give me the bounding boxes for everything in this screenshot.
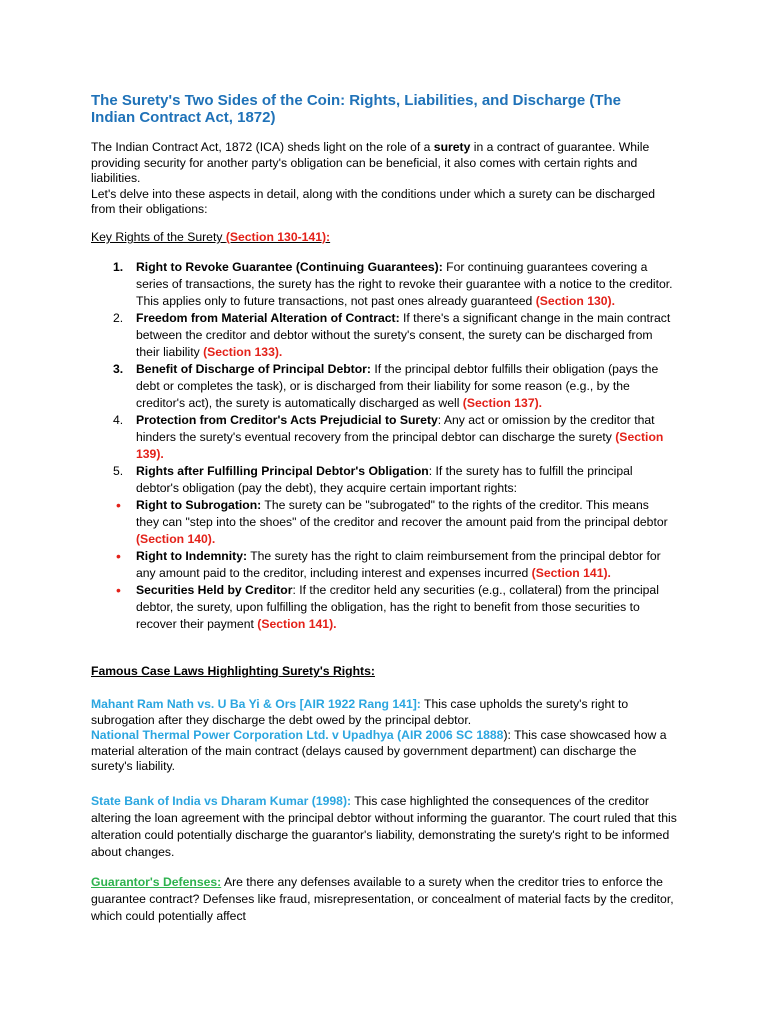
- rights-list: [113, 259, 673, 633]
- section-reference: (Section 133).: [203, 345, 283, 359]
- case-laws-heading: Famous Case Laws Highlighting Surety's Rights:: [91, 664, 375, 678]
- case-paragraph-2: [91, 793, 681, 861]
- rights-heading-section: (Section 130-141):: [225, 230, 331, 244]
- section-reference: (Section 140).: [136, 532, 216, 546]
- section-reference: (Section 141).: [257, 617, 337, 631]
- case-name-ntpc: National Thermal Power Corporation Ltd. v Upadhya (AIR 2006 SC 1888: [91, 728, 504, 742]
- section-reference: (Section 130).: [535, 294, 615, 308]
- right-description: : Any act or omission by the creditor that hinders the surety's eventual recovery from the principal debtor can discharge the surety: [136, 413, 655, 444]
- right-description: : If the creditor held any securities (e.g., collateral) from the principal debtor, the surety, upon fulfilling the obligation, has the right to benefit from those securities to recover their payment: [136, 583, 659, 631]
- intro-second-line: Let's delve into these aspects in detail, along with the conditions under which a surety can be discharged from their obligations:: [91, 186, 655, 216]
- right-description: If the principal debtor fulfills their obligation (pays the debt or completes the task), or is discharged from their liability for some reason (e.g., by the creditor's act), the surety is automatically discharged as well: [136, 362, 659, 410]
- bullet-marker: •: [116, 548, 121, 564]
- intro-paragraph: [91, 140, 681, 218]
- defenses-text: Are there any defenses available to a surety when the creditor tries to enforce the guarantee contract? Defenses like fraud, misrepresentation, or concealment of material facts by the creditor, which could potentially affect: [91, 875, 674, 923]
- case-name-sbi: State Bank of India vs Dharam Kumar (1998):: [91, 794, 352, 808]
- list-number: 1.: [113, 260, 124, 274]
- intro-text-cont: in a contract of guarantee. While providing security for another party's obligation can be beneficial, it also comes with certain rights and liabilities.: [91, 140, 650, 185]
- bullet-marker: •: [116, 582, 121, 598]
- rights-list-item: [113, 361, 673, 412]
- bullet-marker: •: [116, 497, 121, 513]
- rights-list-item: [113, 497, 673, 548]
- right-title: Securities Held by Creditor: [136, 583, 293, 597]
- case-text-mahant: This case upholds the surety's right to subrogation after they discharge the debt owed by the principal debtor.: [91, 697, 629, 727]
- right-title: Right to Indemnity:: [136, 549, 248, 563]
- intro-text: The Indian Contract Act, 1872 (ICA) sheds light on the role of a: [91, 140, 434, 154]
- case-text-ntpc: ): This case showcased how a material alteration of the main contract (delays caused by government department) can discharge the surety's liability.: [91, 728, 667, 773]
- list-number: 2.: [113, 311, 124, 325]
- right-title: Right to Subrogation:: [136, 498, 262, 512]
- case-paragraph-1: [91, 697, 681, 775]
- right-title: Protection from Creditor's Acts Prejudicial to Surety: [136, 413, 438, 427]
- section-reference: (Section 137).: [462, 396, 543, 410]
- right-description: If there's a significant change in the main contract between the creditor and debtor without the surety's consent, the surety can be discharged from their liability: [136, 311, 671, 359]
- right-description: The surety has the right to claim reimbursement from the principal debtor for any amount paid to the creditor, including interest and expenses incurred: [136, 549, 661, 580]
- rights-list-item: [113, 310, 673, 361]
- rights-list-item: [113, 582, 673, 633]
- rights-heading: [91, 230, 681, 246]
- rights-list-item: [113, 412, 673, 463]
- document-title: The Surety's Two Sides of the Coin: Rights, Liabilities, and Discharge (The Indian Contract Act, 1872): [91, 92, 622, 126]
- list-number: 5.: [113, 464, 124, 478]
- section-reference: (Section 141).: [531, 566, 611, 580]
- defenses-paragraph: [91, 874, 681, 925]
- case-text-sbi: This case highlighted the consequences of the creditor altering the loan agreement with the principal debtor without informing the guarantor. The court ruled that this alteration could potentially discharge the guarantor's liability, demonstrating the surety's right to be informed about changes.: [91, 794, 677, 859]
- right-title: Rights after Fulfilling Principal Debtor's Obligation: [136, 464, 429, 478]
- right-title: Right to Revoke Guarantee (Continuing Guarantees):: [136, 260, 443, 274]
- right-title: Freedom from Material Alteration of Contract:: [136, 311, 400, 325]
- right-description: For continuing guarantees covering a series of transactions, the surety has the right to revoke their guarantee with a notice to the creditor. This applies only to future transactions, not past ones already guaranteed: [136, 260, 673, 308]
- rights-list-item: [113, 259, 673, 310]
- rights-heading-text: Key Rights of the Surety: [91, 230, 226, 244]
- section-reference: (Section 139).: [136, 430, 664, 461]
- right-title: Benefit of Discharge of Principal Debtor:: [136, 362, 371, 376]
- right-description: The surety can be "subrogated" to the rights of the creditor. This means they can "step into the shoes" of the creditor and recover the amount paid from the principal debtor: [136, 498, 668, 529]
- right-description: : If the surety has to fulfill the principal debtor's obligation (pay the debt), they acquire certain important rights:: [136, 464, 633, 495]
- list-number: 3.: [113, 362, 124, 376]
- rights-list-item: [113, 463, 673, 497]
- defenses-label: Guarantor's Defenses:: [91, 875, 222, 889]
- rights-list-item: [113, 548, 673, 582]
- case-name-mahant: Mahant Ram Nath vs. U Ba Yi & Ors [AIR 1922 Rang 141]:: [91, 697, 421, 711]
- intro-surety-term: surety: [433, 140, 471, 154]
- list-number: 4.: [113, 413, 124, 427]
